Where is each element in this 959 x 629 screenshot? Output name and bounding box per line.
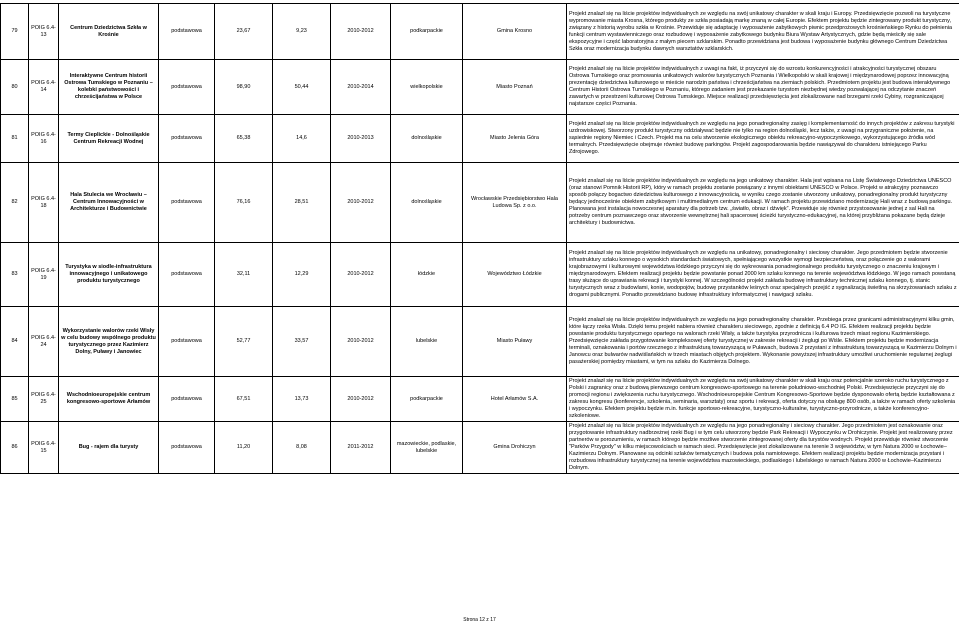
row-number: 79 (1, 4, 29, 60)
projects-table (0, 3, 959, 474)
implementation-years: 2010-2012 (331, 307, 391, 377)
implementation-years: 2010-2014 (331, 60, 391, 115)
project-code: POIG 6.4-14 (29, 60, 59, 115)
project-type: podstawowa (159, 115, 215, 163)
project-type: podstawowa (159, 60, 215, 115)
region: łódzkie (391, 243, 463, 307)
implementation-years: 2010-2012 (331, 4, 391, 60)
table-row (1, 60, 959, 115)
project-type: podstawowa (159, 243, 215, 307)
eu-funding: 14,6 (273, 115, 331, 163)
project-name: Hala Stulecia we Wrocławiu – Centrum Innowacyjności w Architekturze i Budownictwie (59, 163, 159, 243)
implementation-years: 2010-2013 (331, 115, 391, 163)
project-name: Wschodnioeuropejskie centrum kongresowo-sportowe Arłamów (59, 377, 159, 422)
row-number: 85 (1, 377, 29, 422)
table-row (1, 115, 959, 163)
eu-funding: 50,44 (273, 60, 331, 115)
implementation-years: 2011-2012 (331, 422, 391, 474)
implementation-years: 2010-2012 (331, 163, 391, 243)
row-number: 80 (1, 60, 29, 115)
table-row (1, 4, 959, 60)
total-value: 76,16 (215, 163, 273, 243)
total-value: 67,51 (215, 377, 273, 422)
beneficiary: Województwo Łódzkie (463, 243, 567, 307)
beneficiary: Wrocławskie Przedsiębiorstwo Hala Ludowa Sp. z o.o. (463, 163, 567, 243)
project-description: Projekt znalazł się na liście projektów indywidualnych ze względu na swój unikatowy charakter w skali kraju oraz potencjalnie szeroko ruchu turystycznego z Polski i zagranicy oraz z budową pierwszego centrum kongresowo-sportowego na terenie południowo-wschodniej Polski. Przedsięwzięcie przyczyni się do promocji regionu i zwiększenia ruchu turystycznego. Wschodnioeuropejskie Centrum Kongresowo-Sportowe będzie dysponowało ofertą będzie kształtowana z zakresu kongresu (konferencje, szkolenia, seminaria, warsztaty) oraz sportu i rekreacji, oferta dotyczy na obsługę 800 osób, a także w ramach oferty szkolenia i wypoczynku. Efektem projektu będzie m.in. funkcje sportowo-rekreacyjne, turystyczno-kulturalne, turystyczno-przyrodnicze, a także konferencyjno-szkoleniowe. (567, 377, 959, 422)
project-description: Projekt znalazł się na liście projektów indywidualnych ze względu na swój unikatowy charakter w skali kraju i Europy. Przedsięwzięcie pozwoli na turystyczne wypromowanie miasta Krosna, którego produkty ze szkła posiadają markę znaną w całej Europie. Efektem projektu będzie zintegrowany produkt turystyczny, związany z historią wyrobu szkła w Krośnie. Przewiduje się adaptację i wyposażenie zabytkowych piwnic przedprożowych krośnieńskiego Rynku do pełnienia funkcji centrum wystawienniczego oraz rozbudowę i wyposażenie zabytkowego budynku Biura Wystaw Artystycznych, gdzie będą mieściły się sale ekspozycyjne i część laboratoryjna z małym piecem szklarskim. Ponadto przewidziana jest budowa i wyposażenie budynku głównego Centrum Dziedzictwa Szkła oraz modernizacja budynku dawnych warsztatów szklarskich. (567, 4, 959, 60)
region: mazowieckie, podlaskie, lubelskie (391, 422, 463, 474)
implementation-years: 2010-2012 (331, 243, 391, 307)
project-name: Bug - rajem dla turysty (59, 422, 159, 474)
total-value: 98,90 (215, 60, 273, 115)
project-code: POIG 6.4-18 (29, 163, 59, 243)
region: podkarpackie (391, 377, 463, 422)
row-number: 86 (1, 422, 29, 474)
region: lubelskie (391, 307, 463, 377)
total-value: 65,38 (215, 115, 273, 163)
project-description: Projekt znalazł się na liście projektów indywidualnych ze względu na jego ponadregionalny zasięg i komplementarność do innych projektów z zakresu turystyki uzdrowiskowej. Stworzony produkt turystyczny oddziaływać będzie nie tylko na region dolnośląski, lecz także, z uwagi na przygraniczne położenie, na sąsiednie regiony Niemiec i Czech. Projekt ma na celu stworzenie ekologicznego obiektu rekreacyjno-wypoczynkowego, wykorzystującego źródła wód termalnych. Przedsięwzięcie obejmuje również budowę parkingów. Projekt zagospodarowania będzie nawiązywał do charakteru istniejącego Parku Zdrojowego. (567, 115, 959, 163)
project-code: POIG 6.4-15 (29, 422, 59, 474)
project-code: POIG 6.4-24 (29, 307, 59, 377)
project-name: Wykorzystanie walorów rzeki Wisły w celu budowy wspólnego produktu turystycznego przez Kazimierz Dolny, Puławy i Janowiec (59, 307, 159, 377)
beneficiary: Hotel Arłamów S.A. (463, 377, 567, 422)
project-type: podstawowa (159, 377, 215, 422)
page-footer: Strona 12 z 17 (463, 617, 496, 623)
implementation-years: 2010-2012 (331, 377, 391, 422)
eu-funding: 33,57 (273, 307, 331, 377)
project-name: Turystyka w siodle-infrastruktura innowacyjnego i unikatowego produktu turystycznego (59, 243, 159, 307)
row-number: 81 (1, 115, 29, 163)
project-description: Projekt znalazł się na liście projektów indywidualnych z uwagi na fakt, iż przyczyni się do wzrostu konkurencyjności i atrakcyjności turystycznej obszaru Ostrowa Tumskiego oraz promowania unikatowych walorów turystycznych Poznania i Wielkopolski w skali krajowej i międzynarodowej poprzez innowacyjną prezentację dziedzictwa kulturowego w mieście narodzin państwa i chrześcijaństwa na ziemiach polskich. Przedmiotem projektu jest budowa interaktywnego Centrum Historii Ostrowa Tumskiego w Poznaniu, którego zadaniem jest przekazanie turystom niezbędnej wiedzy pozwalającej na odczytanie znaczeń zawartych w przestrzeni kulturowej Ostrowa Tumskiego. Miejsce realizacji przedsięwzięcia jest zlokalizowane nad brzegami rzeki Cybiny, rozgraniczającej najstarsze części Poznania. (567, 60, 959, 115)
project-type: podstawowa (159, 4, 215, 60)
total-value: 32,11 (215, 243, 273, 307)
beneficiary: Gmina Krosno (463, 4, 567, 60)
project-name: Interaktywne Centrum historii Ostrowa Tumskiego w Poznaniu – kolebki państwowości i chrześcijaństwa w Polsce (59, 60, 159, 115)
project-name: Termy Cieplickie - Dolnośląskie Centrum Rekreacji Wodnej (59, 115, 159, 163)
project-code: POIG 6.4-25 (29, 377, 59, 422)
eu-funding: 9,23 (273, 4, 331, 60)
table-row (1, 422, 959, 474)
eu-funding: 8,08 (273, 422, 331, 474)
eu-funding: 13,73 (273, 377, 331, 422)
total-value: 11,20 (215, 422, 273, 474)
region: dolnośląskie (391, 163, 463, 243)
project-code: POIG 6.4-16 (29, 115, 59, 163)
region: podkarpackie (391, 4, 463, 60)
row-number: 84 (1, 307, 29, 377)
beneficiary: Miasto Jelenia Góra (463, 115, 567, 163)
eu-funding: 12,29 (273, 243, 331, 307)
table-row (1, 243, 959, 307)
region: wielkopolskie (391, 60, 463, 115)
project-description: Projekt znalazł się na liście projektów indywidualnych ze względu na jego ponadregionalny charakter. Przebiega przez granicami administracyjnymi kilku gmin, które łączy rzeka Wisła. Dzięki temu projekt nabiera również charakteru sieciowego, zgodnie z definicją 6.4 PO IG. Efektem realizacji projektu będzie powstanie produktu turystycznego opartego na walorach rzeki Wisły, a także turystyka przyrodnicza i kulturowa trzech miast regionu Kazimierskiego. Przedsięwzięcie zakłada przygotowanie kompleksowej oferty turystycznej w zakresie rekreacji i żeglugi po Wiśle. Efektem projektu będzie modernizacja terminali, oznakowania i portów rzecznego z infrastrukturą towarzyszącą w Puławach, budowa 2 przystani z infrastrukturą towarzyszącą w Kazimierzu Dolnym i Janowcu oraz bulwarów nadwiślańskich w trzech miastach objętych projektem. Wykonanie powyższej infrastruktury umożliwi uruchomienie regularnej żeglugi pasażerskiej pomiędzy miastami, w tym na szlaku do Kazimierza Dolnego. (567, 307, 959, 377)
project-description: Projekt znalazł się na liście projektów indywidualnych ze względu na jego ponadregionalny i sieciowy charakter. Jego przedmiotem jest oznakowanie oraz przygotowanie infrastruktury nadbrzeżnej rzeki Bug i w tym celu utworzony będzie Park Rekreacji i Wypoczynku w Drohiczynie. Projekt jest realizowany przez partnerów w porozumieniu, w ramach którego będzie możliwe stworzenie zintegrowanej oferty dla turystów wodnych. Projekt przewiduje również stworzenie "Parków Przygody" w kilku miejscowościach w ramach sieci. Przedsięwzięcie jest zlokalizowane na terenie 3 województw, w tym Natura 2000 w Łochowie–Kazimierzu Dolnym. Planowane są odcinki szlaków tematycznych i budowa pola namiotowego. Efektem realizacji projektu będzie modernizacja przystani i rozbudowa infrastruktury turystycznej na terenie województwa mazowieckiego, podlaskiego i lubelskiego w ramach Natura 2000 w Łochowie–Kazimierzu Dolnym. (567, 422, 959, 474)
row-number: 82 (1, 163, 29, 243)
project-description: Projekt znalazł się na liście projektów indywidualnych ze względu na unikatowy, ponadregionalny i sieciowy charakter. Jego przedmiotem będzie stworzenie infrastruktury szlaku konnego o wysokich standardach światowych, spełniającego wszystkie wymogi bezpieczeństwa, oraz połączenie go z walorami krajobrazowymi i kulturowymi województwa łódzkiego przyczyni się do wykreowania ponadregionalnego produktu turystycznego o znaczeniu krajowym i międzynarodowym. Efektem realizacji projektu będzie powstanie ponad 2000 km szlaku konnego na terenie województwa łódzkiego. W jego ramach powstaną trasy służące do uprawiania rekreacji i turystyki konnej. W szczególności projekt zakłada budowę infrastruktury technicznej szlaku konnego, tj. stanic turystycznych wraz z budowlami, konie, wodopojów, budowę przystanków leśnych oraz specjalnych przejść z sygnalizacją świetlną na skrzyżowaniach szlaku z drogami publicznymi. Ponadto przewidziano budowę infrastruktury informatycznej i nawigacji szlaku. (567, 243, 959, 307)
region: dolnośląskie (391, 115, 463, 163)
beneficiary: Miasto Puławy (463, 307, 567, 377)
project-type: podstawowa (159, 422, 215, 474)
project-type: podstawowa (159, 307, 215, 377)
table-row (1, 377, 959, 422)
total-value: 52,77 (215, 307, 273, 377)
beneficiary: Gmina Drohiczyn (463, 422, 567, 474)
project-description: Projekt znalazł się na liście projektów indywidualnych ze względu na jego unikatowy charakter. Hala jest wpisana na Listę Światowego Dziedzictwa UNESCO (oraz stanowi Pomnik Historii RP), który w ramach projektu zostanie powiązany z innymi obiektami UNESCO w Polsce. Projekt w atrakcyjny poznawczo sposób połączy bogactwo dziedzictwa kulturowego z innowacyjnością, w wyniku czego zostanie utworzony unikatowy, ponadregionalny produkt turystyczny będący jednocześnie obiektem zabytkowym i multimedialnym centrum edukacji. W ramach projektu przewidziano modernizację Hali wraz z budową parkingu. Planowana jest instalacja nowoczesnej aparatury dla potrzeb tzw. „światło, obraz i dźwięk”. Przewiduje się również przystosowanie jednej z sal Hali na potrzeby centrum poznawczego oraz stworzenie wewnętrznej hali spacerowej ścieżki turystyczno-edukacyjnej, na której przybliżana pokazane będą dzieje architektury i budownictwa. (567, 163, 959, 243)
table-row (1, 307, 959, 377)
project-code: POIG 6.4-13 (29, 4, 59, 60)
table-row (1, 163, 959, 243)
beneficiary: Miasto Poznań (463, 60, 567, 115)
project-name: Centrum Dziedzictwa Szkła w Krośnie (59, 4, 159, 60)
row-number: 83 (1, 243, 29, 307)
project-type: podstawowa (159, 163, 215, 243)
project-code: POIG 6.4-19 (29, 243, 59, 307)
total-value: 23,67 (215, 4, 273, 60)
eu-funding: 28,51 (273, 163, 331, 243)
